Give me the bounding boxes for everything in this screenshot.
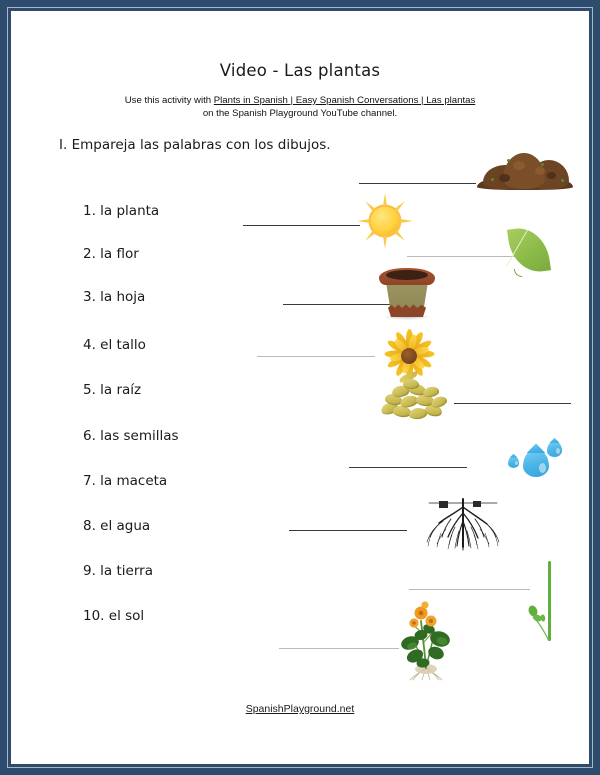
sun-image	[357, 193, 413, 249]
answer-line-sun[interactable]	[243, 225, 360, 226]
word-item-4: 4. el tallo	[83, 337, 146, 353]
word-item-5: 5. la raíz	[83, 382, 142, 398]
stem-leaves-svg	[528, 561, 562, 645]
subtitle-prefix: Use this activity with	[124, 95, 214, 106]
word-item-9: 9. la tierra	[83, 563, 153, 579]
answer-line-seeds[interactable]	[454, 403, 571, 404]
word-item-2: 2. la flor	[83, 246, 139, 262]
water-drops-image	[503, 435, 563, 483]
flower-pot-image	[379, 268, 435, 318]
word-list	[11, 11, 589, 764]
whole-plant-image	[396, 599, 456, 681]
word-item-3: 3. la hoja	[83, 289, 146, 305]
dirt-pile-image	[477, 148, 573, 190]
answer-line-plant[interactable]	[279, 648, 399, 649]
word-item-10: 10. el sol	[83, 608, 145, 624]
word-item-7: 7. la maceta	[83, 473, 168, 489]
root-system-image	[421, 497, 505, 551]
root-system-svg	[421, 497, 505, 551]
word-item-6: 6. las semillas	[83, 428, 179, 444]
answer-line-stem[interactable]	[409, 589, 530, 590]
whole-plant-svg	[396, 599, 456, 681]
word-item-8: 8. el agua	[83, 518, 151, 534]
page-title: Video - Las plantas	[219, 61, 381, 80]
answer-line-dirt[interactable]	[359, 183, 476, 184]
site-link[interactable]: SpanishPlayground.net	[245, 703, 355, 715]
word-item-1: 1. la planta	[83, 203, 160, 219]
answer-line-flower[interactable]	[257, 356, 375, 357]
instruction-text: I. Empareja las palabras con los dibujos.	[59, 137, 331, 153]
worksheet-sheet	[11, 11, 589, 764]
answer-line-roots[interactable]	[289, 530, 407, 531]
leaf-image	[506, 225, 552, 281]
footer	[11, 703, 589, 715]
seeds-image	[379, 379, 453, 423]
answer-line-water[interactable]	[349, 467, 467, 468]
video-link[interactable]: Plants in Spanish | Easy Spanish Conversations | Las plantas	[213, 95, 476, 106]
subtitle-line-2: on the Spanish Playground YouTube channel.	[202, 108, 398, 119]
plant-stem-image	[528, 561, 562, 645]
sunflower-image	[383, 328, 435, 384]
